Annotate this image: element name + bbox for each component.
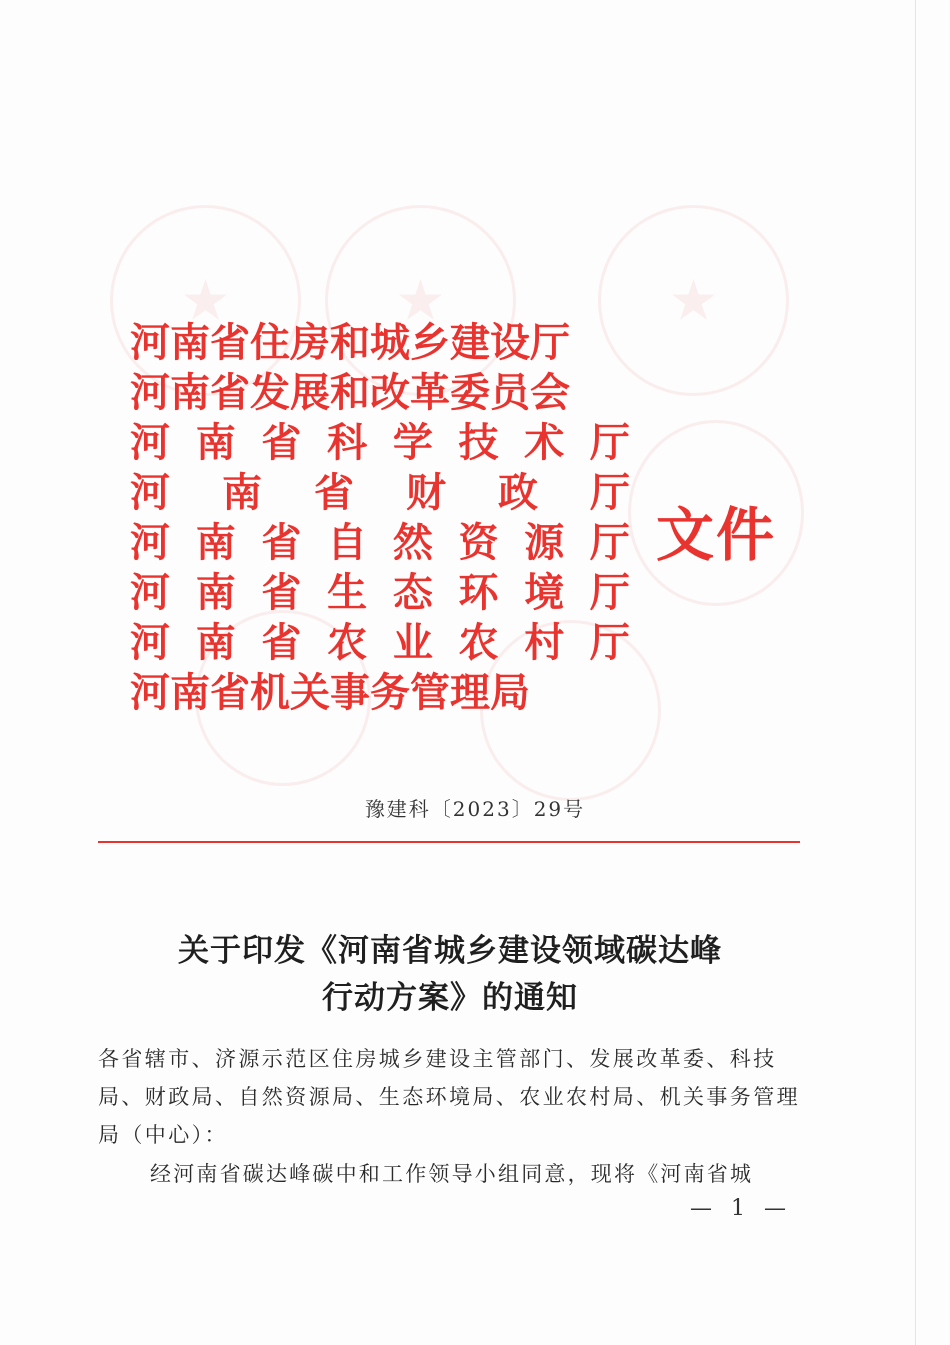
issuer-text: 科: [327, 420, 368, 466]
issuer-line: [130, 668, 630, 718]
issuer-text: 学: [392, 420, 433, 466]
issuer-text: 南: [222, 470, 262, 516]
issuer-line: [130, 418, 630, 468]
issuer-text: 境: [524, 570, 565, 616]
addressee: 各省辖市、济源示范区住房城乡建设主管部门、发展改革委、科技局、财政局、自然资源局、生态环境局、农业农村局、机关事务管理局（中心）：: [98, 1047, 800, 1147]
issuer-text: 河: [130, 620, 170, 666]
issuer-text: 南: [195, 620, 236, 666]
issuer-text: 厅: [589, 420, 630, 466]
issuing-agencies: [130, 318, 630, 718]
issuer-text: 然: [392, 520, 433, 566]
page-edge: [915, 0, 916, 1345]
issuer-text: 资: [458, 520, 499, 566]
issuer-text: 南: [195, 420, 236, 466]
issuer-text: 政: [498, 470, 538, 516]
document-number: 豫建科〔2023〕29号: [364, 797, 586, 821]
issuer-text: 业: [392, 620, 433, 666]
issuer-text: 厅: [590, 470, 630, 516]
issuer-text: 省: [261, 620, 302, 666]
issuer-text: 省: [261, 570, 302, 616]
issuer-line: [130, 468, 630, 518]
issuer-text: 河: [130, 570, 170, 616]
seal-impression: ★: [110, 205, 301, 396]
issuer-line: [130, 568, 630, 618]
issuer-text: 厅: [589, 620, 630, 666]
document-label: 文件: [656, 501, 777, 569]
issuer-text: 省: [261, 520, 302, 566]
body-paragraph: 经河南省碳达峰碳中和工作领导小组同意，现将《河南省城: [150, 1162, 754, 1186]
issuer-text: 省: [314, 470, 354, 516]
issuer-text: 源: [524, 520, 565, 566]
issuer-text: 河南省发展和改革委员会: [130, 370, 570, 416]
issuer-text: 南: [195, 520, 236, 566]
issuer-text: 厅: [589, 520, 630, 566]
issuer-text: 财: [406, 470, 446, 516]
issuer-text: 农: [327, 620, 368, 666]
issuer-text: 河南省住房和城乡建设厅: [130, 320, 570, 366]
issuer-line: [130, 368, 630, 418]
document-title-line-2: 行动方案》的通知: [322, 980, 578, 1016]
issuer-text: 生: [327, 570, 368, 616]
seal-impression: ★: [325, 205, 516, 396]
issuer-line: [130, 518, 630, 568]
issuer-text: 环: [458, 570, 499, 616]
page-number: — 1 —: [690, 1196, 792, 1221]
issuer-text: 河: [130, 470, 170, 516]
issuer-text: 村: [524, 620, 565, 666]
issuer-text: 河: [130, 420, 170, 466]
issuer-line: [130, 318, 630, 368]
issuer-text: 南: [195, 570, 236, 616]
issuer-line: [130, 618, 630, 668]
issuer-text: 河南省机关事务管理局: [130, 670, 530, 716]
issuer-text: 省: [261, 420, 302, 466]
red-separator-line: [98, 841, 800, 843]
seal-impression: ★: [598, 205, 789, 396]
issuer-text: 术: [524, 420, 565, 466]
issuer-text: 技: [458, 420, 499, 466]
issuer-text: 自: [327, 520, 368, 566]
issuer-text: 河: [130, 520, 170, 566]
issuer-text: 农: [458, 620, 499, 666]
issuer-text: 态: [392, 570, 433, 616]
document-title-line-1: 关于印发《河南省城乡建设领域碳达峰: [178, 933, 722, 969]
issuer-text: 厅: [589, 570, 630, 616]
